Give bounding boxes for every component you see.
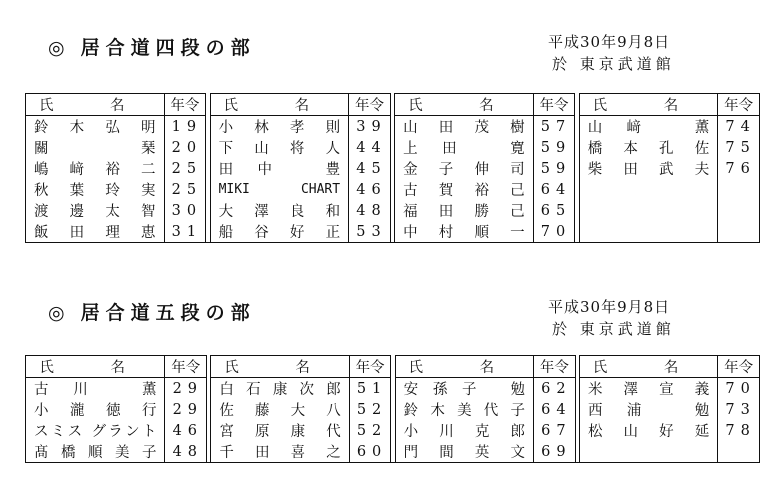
participant-age: 46 [349, 179, 391, 200]
double-circle-icon: ◎ [48, 302, 71, 324]
roster-table [25, 355, 760, 463]
participant-name: 松山好延 [579, 420, 717, 441]
column-header-name: 氏 名 [210, 94, 349, 116]
participant-name: 佐藤大八 [211, 399, 349, 420]
table-row [26, 158, 760, 179]
participant-name: 關 琹 [26, 137, 165, 158]
event-meta [548, 296, 675, 340]
participant-age: 39 [349, 116, 391, 138]
event-place: 於 東京武道館 [552, 320, 675, 338]
table-row [26, 179, 760, 200]
participant-age: 19 [164, 116, 206, 138]
participant-name: 宮原康代 [211, 420, 349, 441]
double-circle-icon: ◎ [48, 37, 71, 59]
participant-name: 飯田理恵 [26, 221, 165, 243]
participant-age [718, 441, 760, 463]
participant-name: 古賀裕己 [395, 179, 534, 200]
table-row [26, 200, 760, 221]
table-row [26, 221, 760, 243]
participant-name: 金子伸司 [395, 158, 534, 179]
participant-age: 51 [349, 378, 391, 400]
participant-name: 上田 寛 [395, 137, 534, 158]
participant-name: 鈴木弘明 [26, 116, 165, 138]
table-row [26, 137, 760, 158]
participant-name: 門間英文 [395, 441, 533, 463]
event-place: 於 東京武道館 [552, 55, 675, 73]
participant-age: 62 [534, 378, 576, 400]
participant-name: 山﨑 薫 [579, 116, 718, 138]
participant-age: 73 [718, 399, 760, 420]
participant-name: MIKI CHART [210, 179, 349, 200]
table-row [26, 399, 760, 420]
event-meta [548, 31, 675, 75]
participant-name: 安孫子 勉 [395, 378, 533, 400]
participant-name [579, 179, 718, 200]
participant-name: 千田喜之 [211, 441, 349, 463]
participant-age: 59 [533, 137, 575, 158]
participant-name [579, 200, 718, 221]
participant-age: 20 [164, 137, 206, 158]
participant-age: 70 [533, 221, 575, 243]
column-header-age: 年令 [534, 356, 576, 378]
participant-age: 29 [165, 378, 207, 400]
table-row [26, 441, 760, 463]
participant-age: 31 [164, 221, 206, 243]
participant-age: 53 [349, 221, 391, 243]
participant-name: 小瀧徳行 [26, 399, 165, 420]
participant-name: 渡邊太智 [26, 200, 165, 221]
event-date: 平成30年9月8日 [548, 298, 671, 316]
participant-age: 25 [164, 158, 206, 179]
section-title [48, 298, 256, 325]
participant-age: 78 [718, 420, 760, 441]
participant-name: 中村順一 [395, 221, 534, 243]
participant-name: 小林孝則 [210, 116, 349, 138]
column-header-name: 氏 名 [395, 356, 533, 378]
participant-name: 船谷好正 [210, 221, 349, 243]
participant-name: 秋葉玲実 [26, 179, 165, 200]
participant-age: 29 [165, 399, 207, 420]
participant-age: 48 [165, 441, 207, 463]
participant-age: 75 [718, 137, 760, 158]
participant-name: 田中 豊 [210, 158, 349, 179]
section-title-text: 居合道四段の部 [80, 37, 256, 59]
participant-age: 70 [718, 378, 760, 400]
participant-age: 46 [165, 420, 207, 441]
column-header-age: 年令 [718, 94, 760, 116]
participant-age: 74 [718, 116, 760, 138]
column-header-name: 氏 名 [26, 94, 165, 116]
participant-age: 65 [533, 200, 575, 221]
participant-name: 山田茂樹 [395, 116, 534, 138]
participant-age [718, 221, 760, 243]
participant-age: 76 [718, 158, 760, 179]
section-title [48, 33, 256, 60]
participant-name: 髙橋順美子 [26, 441, 165, 463]
column-header-age: 年令 [165, 356, 207, 378]
participant-age: 52 [349, 399, 391, 420]
column-header-age: 年令 [164, 94, 206, 116]
participant-name: 柴田武夫 [579, 158, 718, 179]
participant-age: 25 [164, 179, 206, 200]
participant-name: 大澤良和 [210, 200, 349, 221]
column-header-name: 氏 名 [579, 356, 717, 378]
participant-name: 橋本孔佐 [579, 137, 718, 158]
participant-name: 白石康次郎 [211, 378, 349, 400]
participant-age [718, 200, 760, 221]
participant-name: 小川克郎 [395, 420, 533, 441]
participant-name: 米澤宣義 [579, 378, 717, 400]
participant-age: 30 [164, 200, 206, 221]
participant-name: 西浦 勉 [579, 399, 717, 420]
table-row [26, 116, 760, 138]
participant-age [718, 179, 760, 200]
participant-age: 67 [534, 420, 576, 441]
participant-age: 52 [349, 420, 391, 441]
participant-age: 60 [349, 441, 391, 463]
participant-age: 57 [533, 116, 575, 138]
participant-name: 福田勝己 [395, 200, 534, 221]
participant-name: スミス グラント [26, 420, 165, 441]
participant-name [579, 441, 717, 463]
participant-name: 下山将人 [210, 137, 349, 158]
column-header-age: 年令 [533, 94, 575, 116]
participant-age: 59 [533, 158, 575, 179]
participant-name [579, 221, 718, 243]
participant-age: 64 [533, 179, 575, 200]
participant-age: 45 [349, 158, 391, 179]
roster-table [25, 93, 760, 243]
event-date: 平成30年9月8日 [548, 33, 671, 51]
column-header-name: 氏 名 [211, 356, 349, 378]
participant-age: 69 [534, 441, 576, 463]
column-header-name: 氏 名 [579, 94, 718, 116]
column-header-name: 氏 名 [26, 356, 165, 378]
participant-age: 44 [349, 137, 391, 158]
participant-name: 古川 薫 [26, 378, 165, 400]
participant-age: 64 [534, 399, 576, 420]
section-title-text: 居合道五段の部 [80, 302, 256, 324]
participant-name: 嶋﨑裕二 [26, 158, 165, 179]
column-header-age: 年令 [718, 356, 760, 378]
column-header-name: 氏 名 [395, 94, 534, 116]
column-header-age: 年令 [349, 94, 391, 116]
participant-age: 48 [349, 200, 391, 221]
column-header-age: 年令 [349, 356, 391, 378]
table-row [26, 420, 760, 441]
table-row [26, 378, 760, 400]
participant-name: 鈴木美代子 [395, 399, 533, 420]
